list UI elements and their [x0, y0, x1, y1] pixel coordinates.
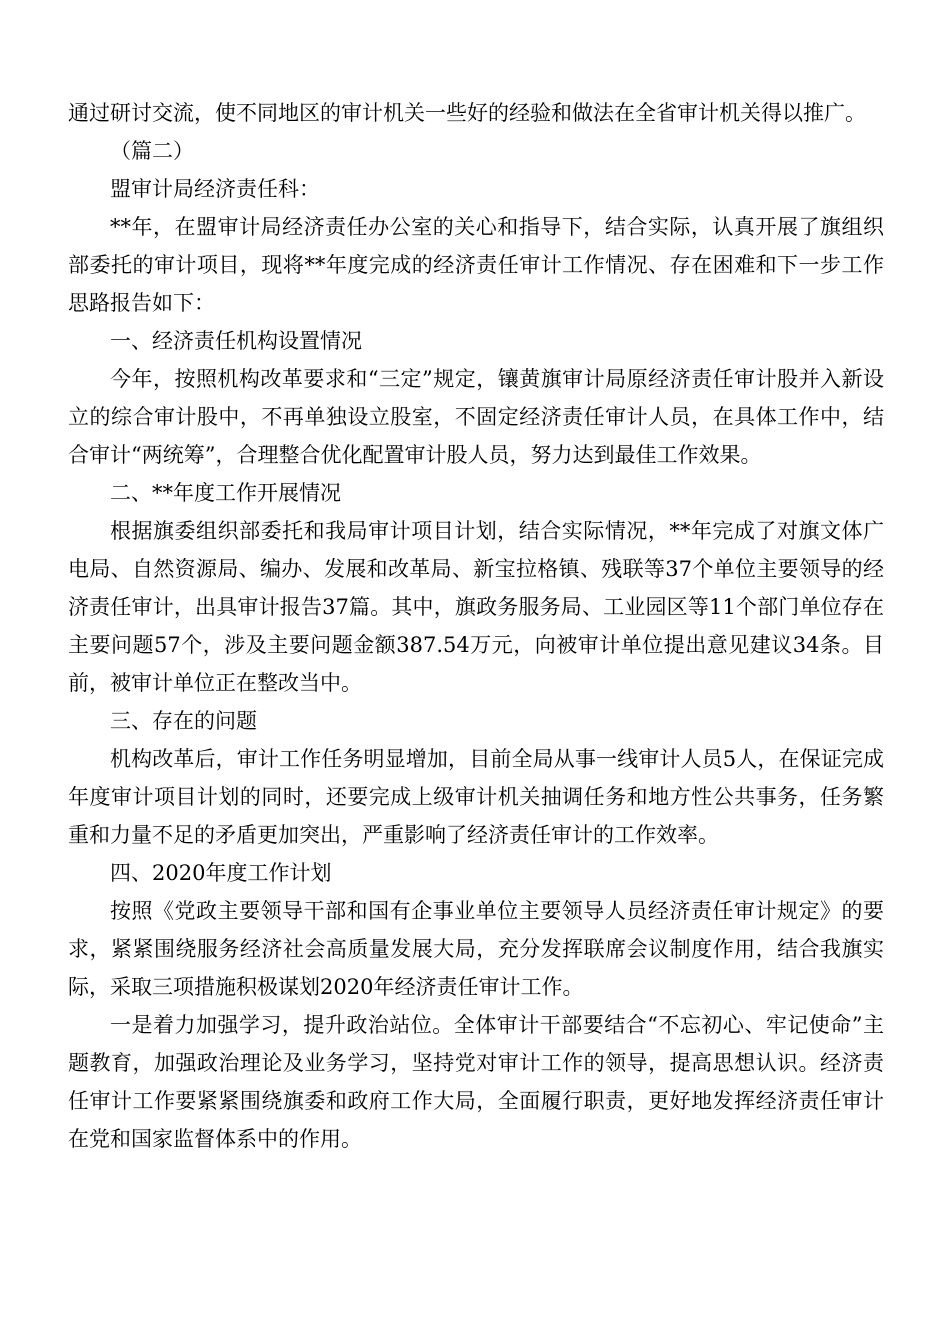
body-paragraph-plan: 按照《党政主要领导干部和国有企事业单位主要领导人员经济责任审计规定》的要求，紧紧围绕服务经济社会高质量发展大局，充分发挥联席会议制度作用，结合我旗实际，采取三项措施积极谋划2020年经济责任审计工作。 [68, 899, 884, 999]
document-page [68, 94, 884, 1158]
salutation: 盟审计局经济责任科： [110, 177, 320, 201]
body-paragraph-measure-one: 一是着力加强学习，提升政治站位。全体审计干部要结合“不忘初心、牢记使命”主题教育，加强政治理论及业务学习，坚持党对审计工作的领导，提高思想认识。经济责任审计工作要紧紧围绕旗委和政府工作大局，全面履行职责，更好地发挥经济责任审计在党和国家监督体系中的作用。 [68, 1013, 884, 1151]
heading-three: 三、存在的问题 [110, 709, 257, 733]
body-paragraph-problems: 机构改革后，审计工作任务明显增加，目前全局从事一线审计人员5人，在保证完成年度审计项目计划的同时，还要完成上级审计机关抽调任务和地方性公共事务，任务繁重和力量不足的矛盾更加突出，严重影响了经济责任审计的工作效率。 [68, 747, 884, 847]
heading-one: 一、经济责任机构设置情况 [110, 329, 362, 353]
body-paragraph-work: 根据旗委组织部委托和我局审计项目计划，结合实际情况，**年完成了对旗文体广电局、自然资源局、编办、发展和改革局、新宝拉格镇、残联等37个单位主要领导的经济责任审计，出具审计报告37篇。其中，旗政务服务局、工业园区等11个部门单位存在主要问题57个，涉及主要问题金额387.54万元，向被审计单位提出意见建议34条。目前，被审计单位正在整改当中。 [68, 519, 884, 695]
body-paragraph-institution: 今年，按照机构改革要求和“三定”规定，镶黄旗审计局原经济责任审计股并入新设立的综合审计股中，不再单独设立股室，不固定经济责任审计人员，在具体工作中，结合审计“两统筹”，合理整合优化配置审计股人员，努力达到最佳工作效果。 [68, 367, 884, 467]
continuation-paragraph: 通过研讨交流，使不同地区的审计机关一些好的经验和做法在全省审计机关得以推广。 [68, 101, 866, 125]
heading-four: 四、2020年度工作计划 [110, 861, 332, 885]
section-label-part-two: （篇二） [110, 139, 194, 163]
heading-two: 二、**年度工作开展情况 [110, 481, 341, 505]
intro-paragraph: **年，在盟审计局经济责任办公室的关心和指导下，结合实际，认真开展了旗组织部委托的审计项目，现将**年度完成的经济责任审计工作情况、存在困难和下一步工作思路报告如下： [68, 215, 884, 315]
